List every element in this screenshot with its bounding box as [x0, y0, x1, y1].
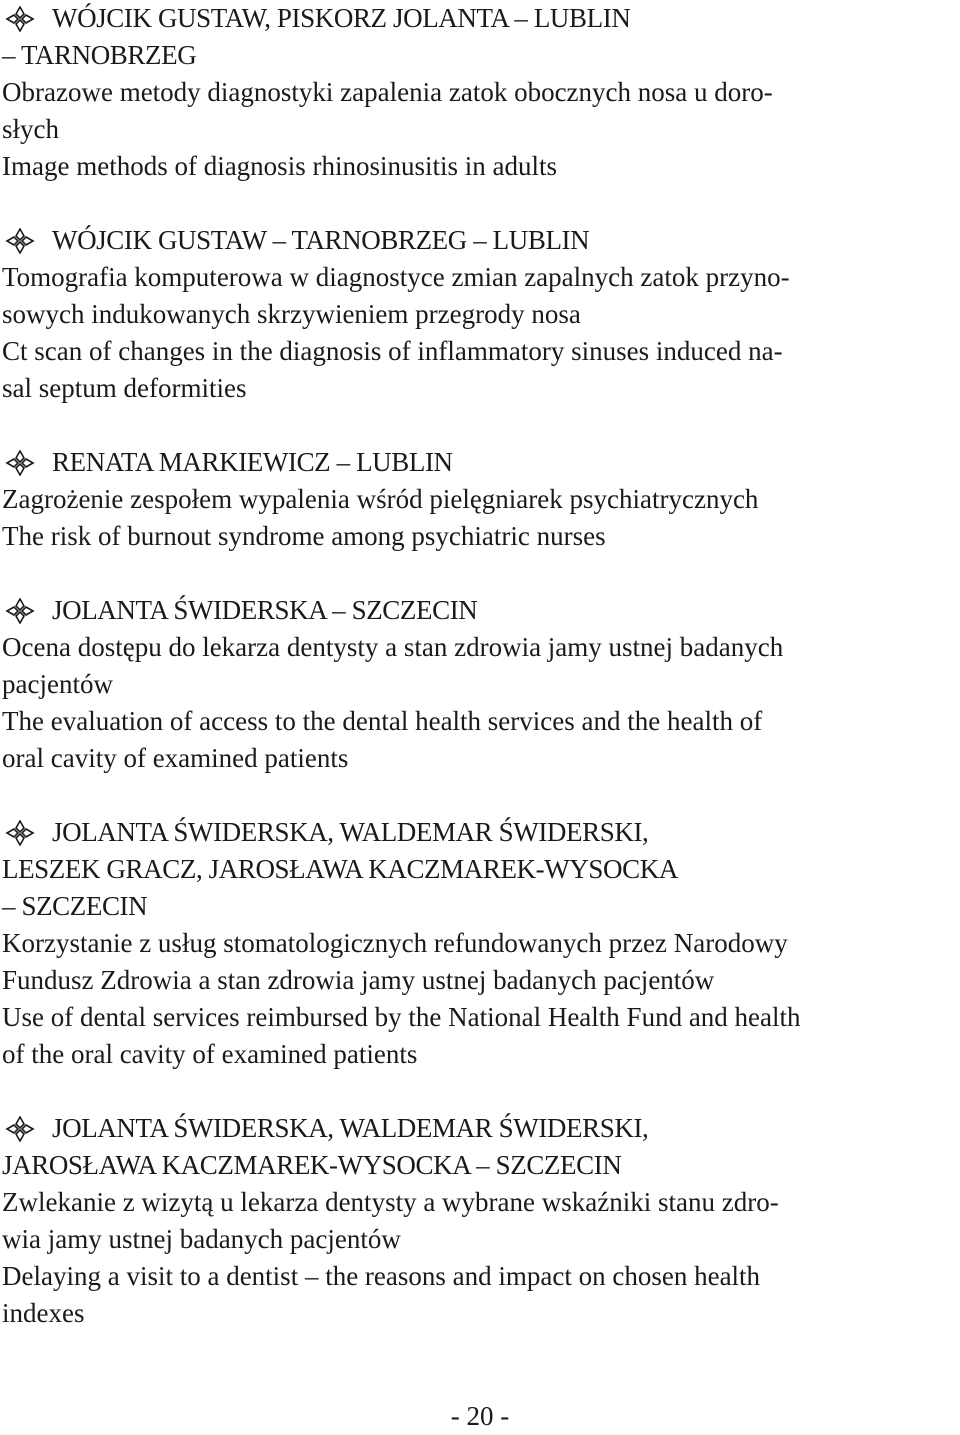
entry-authors — [2, 814, 957, 851]
publication-entry — [2, 0, 957, 185]
entry-spacer — [2, 777, 957, 814]
entry-title-english: Ct scan of changes in the diagnosis of inflammatory sinuses induced na- — [2, 336, 783, 366]
entry-title-polish: Obrazowe metody diagnostyki zapalenia zatok obocznych nosa u doro- — [2, 77, 773, 107]
entry-title-polish: wia jamy ustnej badanych pacjentów — [2, 1224, 401, 1254]
entry-title-polish: sowych indukowanych skrzywieniem przegrody nosa — [2, 299, 581, 329]
entry-title-english: of the oral cavity of examined patients — [2, 1039, 418, 1069]
entry-title-polish: Fundusz Zdrowia a stan zdrowia jamy ustnej badanych pacjentów — [2, 965, 715, 995]
entry-authors — [2, 444, 957, 481]
entry-authors-text: JOLANTA ŚWIDERSKA, WALDEMAR ŚWIDERSKI, — [52, 1113, 649, 1143]
entry-spacer — [2, 185, 957, 222]
entry-title-polish: Korzystanie z usług stomatologicznych refundowanych przez Narodowy — [2, 928, 788, 958]
publication-entry — [2, 814, 957, 1073]
four-petal-diamond-icon — [2, 1114, 42, 1141]
entry-authors-continued — [2, 888, 957, 925]
entry-title-polish: Ocena dostępu do lekarza dentysty a stan zdrowia jamy ustnej badanych — [2, 632, 784, 662]
entry-authors-text: WÓJCIK GUSTAW, PISKORZ JOLANTA – LUBLIN — [52, 3, 631, 33]
entry-authors — [2, 592, 957, 629]
entry-title-polish: pacjentów — [2, 669, 113, 699]
entry-authors — [2, 0, 957, 37]
publication-entry — [2, 1110, 957, 1332]
entry-authors-text: – SZCZECIN — [2, 891, 148, 921]
entry-authors-text: JAROSŁAWA KACZMAREK-WYSOCKA – SZCZECIN — [2, 1150, 622, 1180]
entry-authors — [2, 222, 957, 259]
entry-spacer — [2, 555, 957, 592]
entry-title-english: Image methods of diagnosis rhinosinusitis in adults — [2, 151, 557, 181]
entry-authors-continued — [2, 37, 957, 74]
entry-authors — [2, 1110, 957, 1147]
entry-authors-text: RENATA MARKIEWICZ – LUBLIN — [52, 447, 453, 477]
publication-entry — [2, 222, 957, 407]
page-number: - 20 - — [450, 1401, 510, 1431]
entry-authors-text: – TARNOBRZEG — [2, 40, 197, 70]
document-page — [2, 0, 957, 1332]
publication-entry — [2, 444, 957, 555]
entry-title-english: indexes — [2, 1298, 85, 1328]
entry-authors-text: JOLANTA ŚWIDERSKA, WALDEMAR ŚWIDERSKI, — [52, 817, 649, 847]
entry-authors-text: LESZEK GRACZ, JAROSŁAWA KACZMAREK-WYSOCKA — [2, 854, 678, 884]
entry-authors-continued — [2, 851, 957, 888]
entry-title-polish: Tomografia komputerowa w diagnostyce zmian zapalnych zatok przyno- — [2, 262, 790, 292]
entry-authors-continued — [2, 1147, 957, 1184]
entry-title-english: oral cavity of examined patients — [2, 743, 349, 773]
entry-title-polish: Zagrożenie zespołem wypalenia wśród pielęgniarek psychiatrycznych — [2, 484, 759, 514]
entry-authors-text: WÓJCIK GUSTAW – TARNOBRZEG – LUBLIN — [52, 225, 590, 255]
entry-title-polish: słych — [2, 114, 59, 144]
four-petal-diamond-icon — [2, 596, 42, 623]
entry-title-english: sal septum deformities — [2, 373, 247, 403]
entry-spacer — [2, 1073, 957, 1110]
entry-title-english: The risk of burnout syndrome among psychiatric nurses — [2, 521, 606, 551]
publication-entry — [2, 592, 957, 777]
entry-authors-text: JOLANTA ŚWIDERSKA – SZCZECIN — [52, 595, 478, 625]
entry-spacer — [2, 407, 957, 444]
four-petal-diamond-icon — [2, 818, 42, 845]
entry-title-english: The evaluation of access to the dental health services and the health of — [2, 706, 763, 736]
entry-title-english: Delaying a visit to a dentist – the reasons and impact on chosen health — [2, 1261, 761, 1291]
four-petal-diamond-icon — [2, 226, 42, 253]
four-petal-diamond-icon — [2, 448, 42, 475]
entry-title-polish: Zwlekanie z wizytą u lekarza dentysty a wybrane wskaźniki stanu zdro- — [2, 1187, 779, 1217]
four-petal-diamond-icon — [2, 4, 42, 31]
entry-title-english: Use of dental services reimbursed by the National Health Fund and health — [2, 1002, 801, 1032]
